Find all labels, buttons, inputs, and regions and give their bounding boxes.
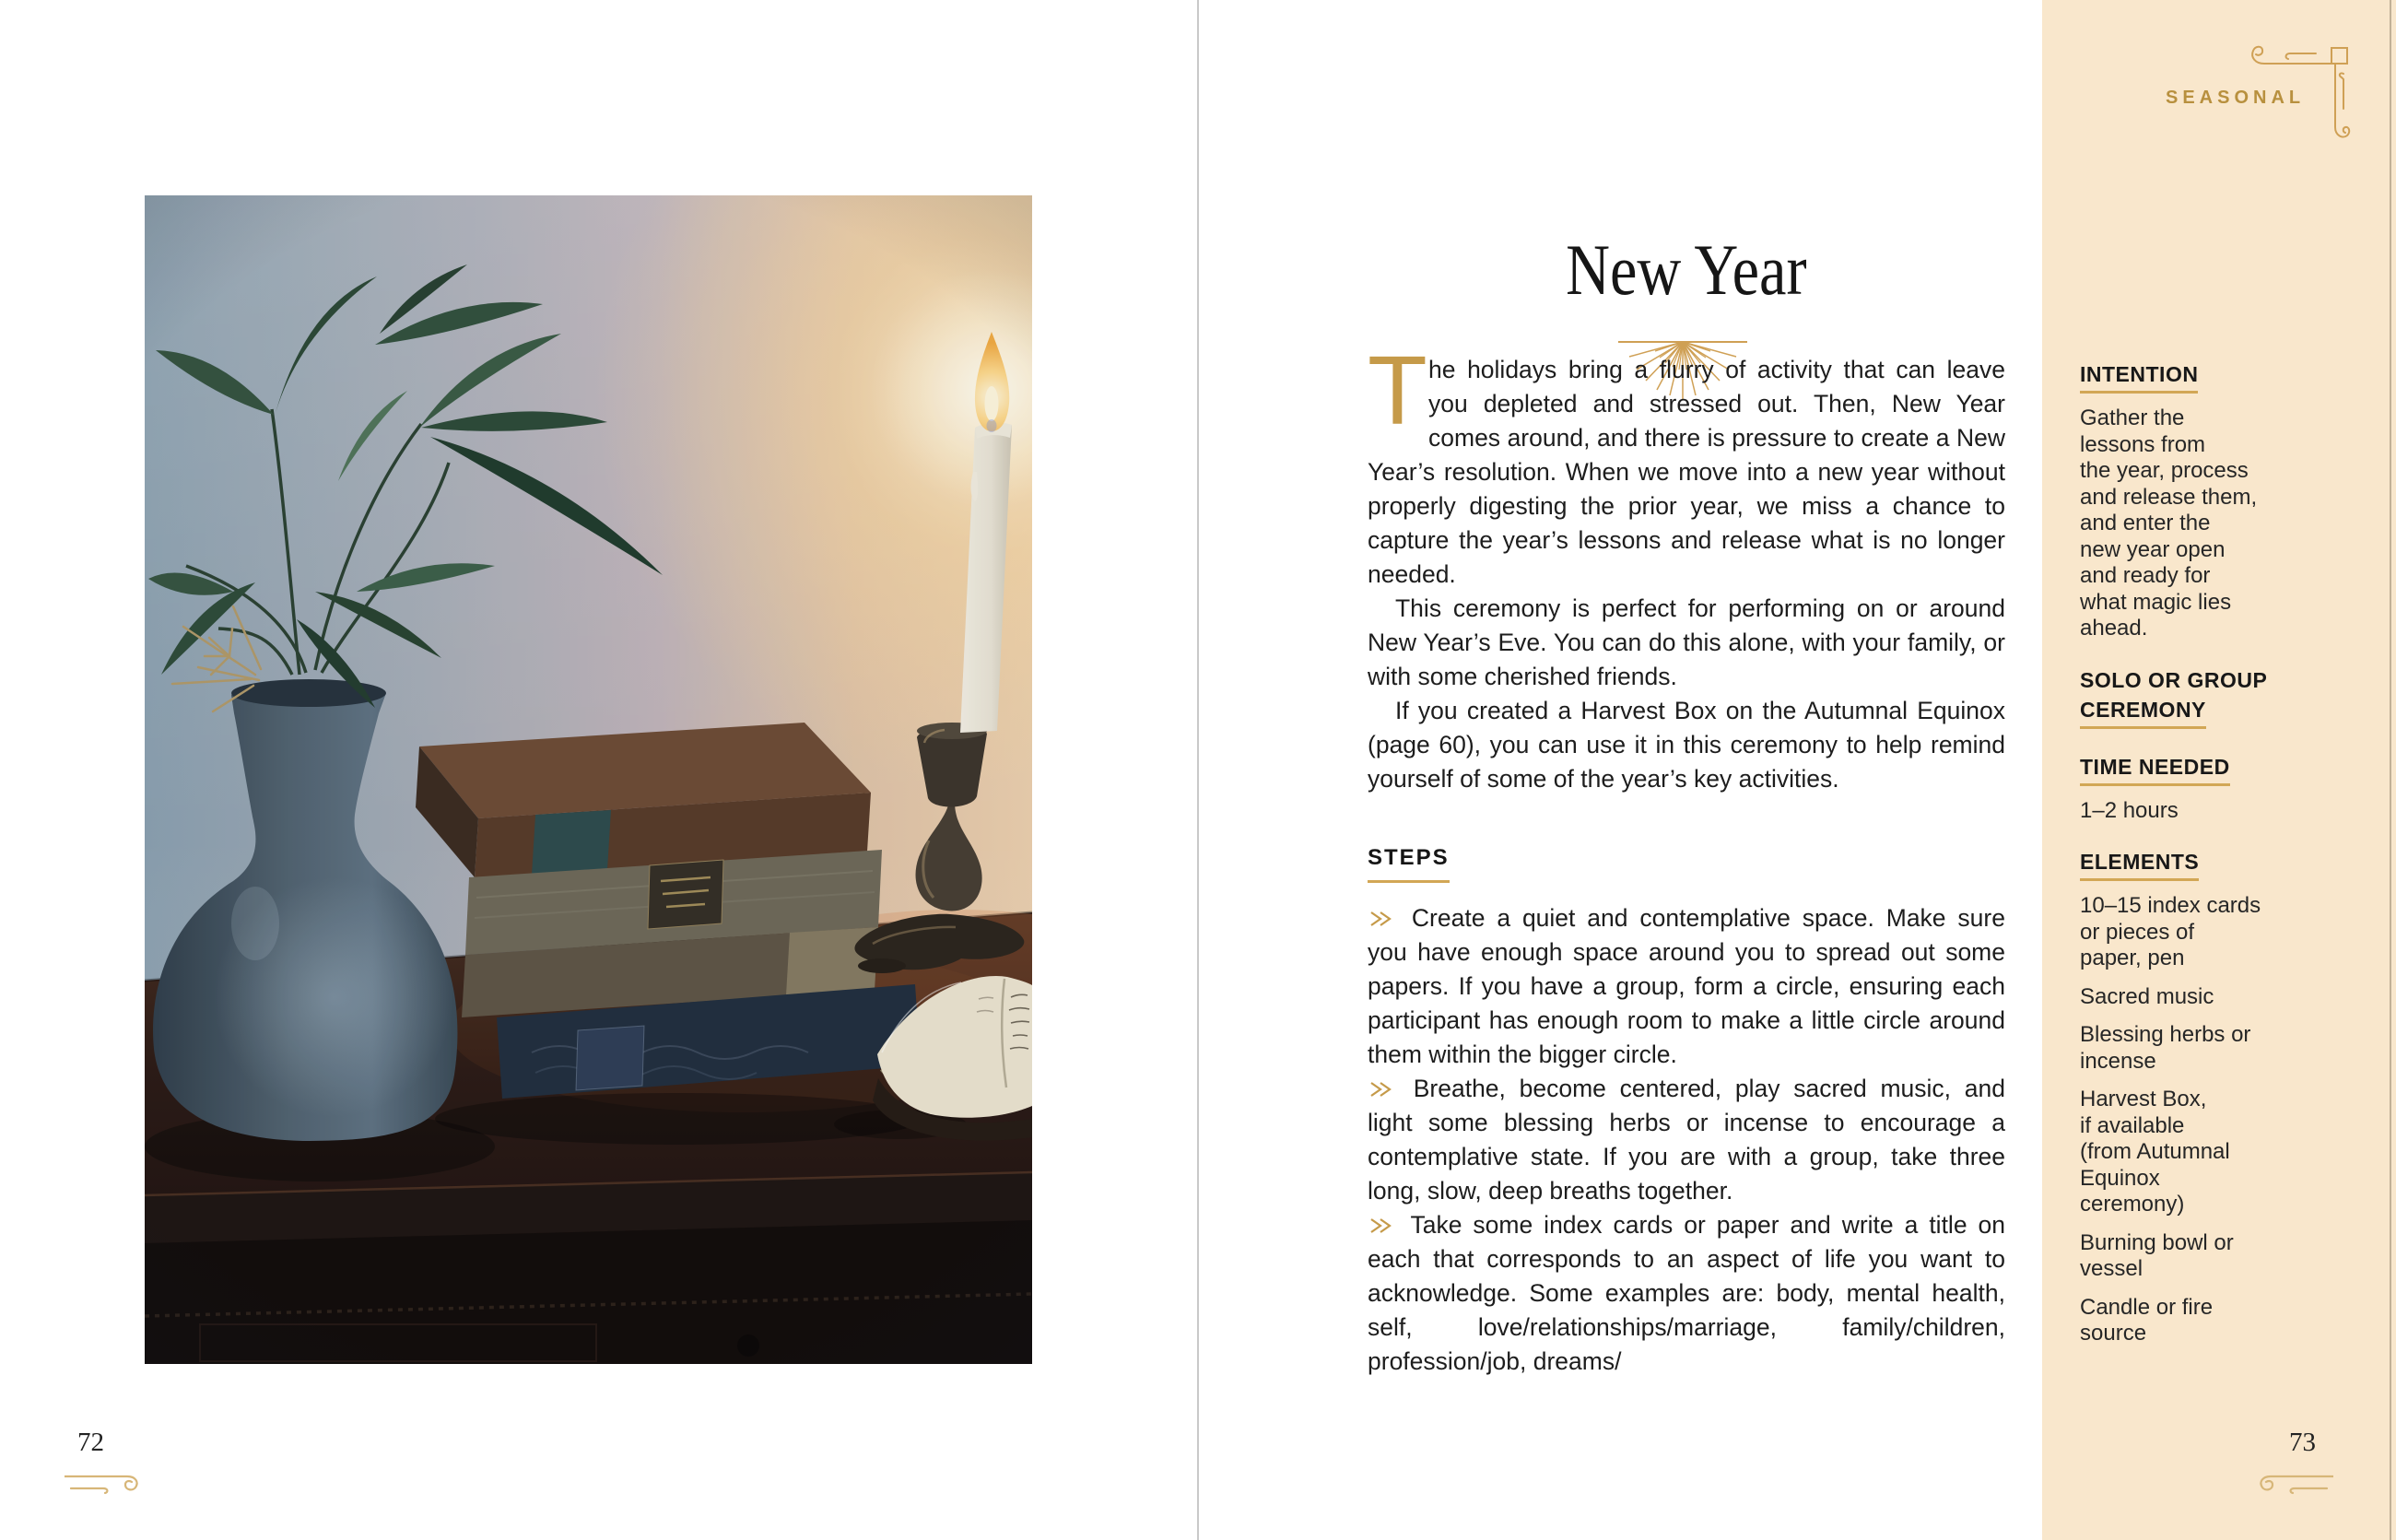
step-item	[1368, 1072, 2005, 1208]
sidebar-item	[2080, 798, 2366, 825]
sidebar-section	[2080, 754, 2366, 825]
page-gutter-divider	[1197, 0, 1199, 1540]
sidebar-section	[2080, 667, 2366, 729]
step-text: Breathe, become centered, play sacred music, and light some blessing herbs or incense to encourage a contemplative state. If you are with a group, take three long, slow, deep breaths together.	[1368, 1075, 2005, 1205]
page-title: New Year	[1566, 229, 1807, 311]
sidebar-item-line: ceremony)	[2080, 1192, 2185, 1217]
steps-list	[1368, 901, 2005, 1379]
sidebar-item-line: Blessing herbs or	[2080, 1022, 2251, 1047]
steps-heading: STEPS	[1368, 840, 2005, 883]
scroll-flourish-icon	[65, 1473, 149, 1497]
sidebar-item-line: ahead.	[2080, 616, 2148, 641]
paragraph: The holidays bring a flurry of activity that can leave you depleted and stressed out. Then, New Year comes around, and there is pressure to create a New Year’s resolution. When we move into a new year without properly digesting the prior year, we miss a chance to capture the year’s lessons and release what is no longer needed.	[1368, 336, 2005, 588]
sidebar-item-line: Gather the	[2080, 406, 2185, 430]
sidebar-item-line: Burning bowl or	[2080, 1229, 2234, 1255]
sidebar-item	[2080, 406, 2366, 642]
sidebar-item-line: incense	[2080, 1048, 2156, 1074]
sidebar-item	[2080, 1230, 2366, 1283]
dropcap: T	[1368, 336, 1427, 445]
sidebar-sections	[2080, 361, 2366, 1372]
sidebar-item-line: and ready for	[2080, 563, 2211, 588]
step-text: Create a quiet and contemplative space. Make sure you have enough space around you to spread out some papers. If you have a group, form a circle, ensuring each participant has enough room to make a little circle around them within the bigger circle.	[1368, 904, 2005, 1068]
sidebar-item	[2080, 893, 2366, 972]
sidebar-item-line: Sacred music	[2080, 983, 2214, 1009]
sidebar-item-line: lessons from	[2080, 431, 2206, 457]
sidebar-item-line: what magic lies	[2080, 589, 2232, 615]
sidebar-item	[2080, 1022, 2366, 1075]
seasonal-sidebar	[2042, 0, 2396, 1540]
sidebar-item-line: 1–2 hours	[2080, 797, 2179, 823]
page-number-right: 73	[2289, 1428, 2316, 1457]
sidebar-item-line: (from Autumnal	[2080, 1139, 2230, 1164]
sidebar-item-line: the year, process	[2080, 458, 2249, 483]
paragraph: This ceremony is perfect for performing on or around New Year’s Eve. You can do this alone, with your family, or with some cherished friends.	[1368, 594, 2005, 690]
step-item	[1368, 901, 2005, 1072]
sidebar-item-line: paper, pen	[2080, 946, 2185, 970]
sidebar-section-heading: INTENTION	[2080, 361, 2366, 394]
step-text: Take some index cards or paper and write a title on each that corresponds to an aspect of life you want to acknowledge. Some examples are: body, mental health, self, love/relationships/marriage, family/children, profession/job, dreams/	[1368, 1211, 2005, 1375]
sidebar-item-line: vessel	[2080, 1256, 2143, 1281]
sidebar-item-line: source	[2080, 1321, 2147, 1346]
sidebar-section-heading: CEREMONY	[2080, 697, 2366, 729]
page-edge-line	[2390, 0, 2391, 1540]
page-number-left: 72	[77, 1428, 104, 1457]
sidebar-item	[2080, 1087, 2366, 1218]
seasonal-tag: SEASONAL	[2166, 88, 2306, 108]
corner-flourish-icon	[2244, 39, 2359, 149]
scroll-flourish-icon	[2249, 1473, 2333, 1497]
step-item	[1368, 1208, 2005, 1379]
sidebar-item-line: Equinox	[2080, 1165, 2160, 1191]
double-chevron-right-icon	[1368, 1080, 1393, 1099]
sidebar-item-line: or pieces of	[2080, 919, 2195, 945]
sidebar-item-line: new year open	[2080, 536, 2226, 562]
sidebar-section-heading: TIME NEEDED	[2080, 754, 2366, 786]
sidebar-item-line: if available	[2080, 1112, 2185, 1138]
sidebar-item-line: and release them,	[2080, 484, 2258, 510]
paragraph: If you created a Harvest Box on the Autumnal Equinox (page 60), you can use it in this ceremony to help remind yourself of some of the year’s key activities.	[1368, 697, 2005, 793]
double-chevron-right-icon	[1368, 910, 1393, 928]
article-body	[1368, 336, 2005, 1379]
sidebar-section	[2080, 849, 2366, 1347]
still-life-photo	[145, 195, 1032, 1364]
double-chevron-right-icon	[1368, 1217, 1393, 1235]
sidebar-item-line: Candle or fire	[2080, 1294, 2214, 1320]
sidebar-item-line: 10–15 index cards	[2080, 893, 2261, 918]
sidebar-section-heading: ELEMENTS	[2080, 849, 2366, 881]
sidebar-item-line: Harvest Box,	[2080, 1087, 2207, 1111]
sidebar-item-line: and enter the	[2080, 511, 2211, 535]
sidebar-item	[2080, 984, 2366, 1011]
sidebar-section-heading: SOLO OR GROUP	[2080, 667, 2268, 692]
sidebar-section	[2080, 361, 2366, 642]
sidebar-item	[2080, 1295, 2366, 1347]
